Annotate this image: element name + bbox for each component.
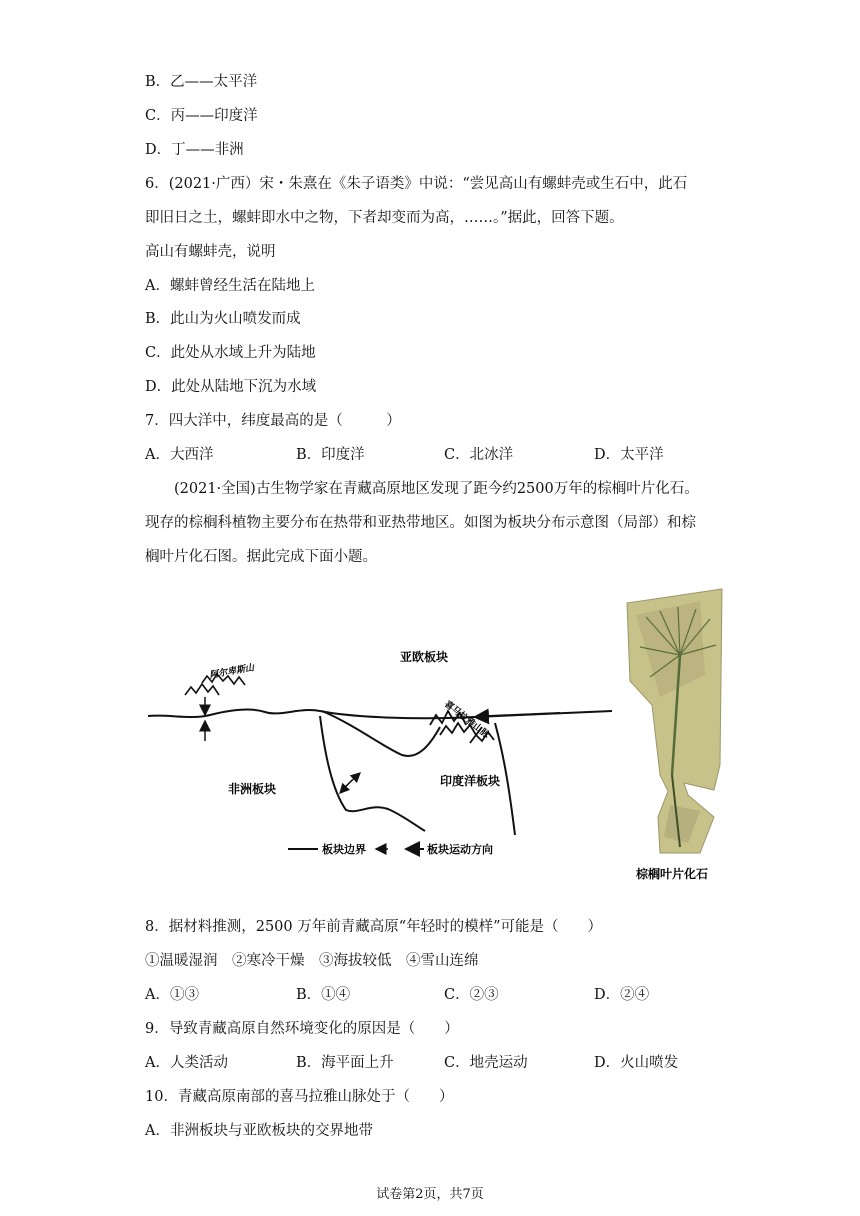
- question-10-option-a: A．非洲板块与亚欧板块的交界地带: [145, 1123, 373, 1139]
- question-9-option-b: B．海平面上升: [296, 1055, 394, 1071]
- question-6-line-1: 6．(2021·广西）宋・朱熹在《朱子语类》中说：“尝见高山有螺蚌壳或生石中，此石: [145, 176, 688, 192]
- question-7: 7．四大洋中，纬度最高的是（ ）: [145, 413, 401, 429]
- question-7-option-d: D．太平洋: [594, 447, 664, 463]
- question-6-option-a: A．螺蚌曾经生活在陆地上: [145, 278, 315, 294]
- question-9: 9．导致青藏高原自然环境变化的原因是（ ）: [145, 1021, 459, 1037]
- legend-motion-label: 板块运动方向: [427, 843, 493, 856]
- option-d-previous: D．丁——非洲: [145, 142, 244, 158]
- question-6-option-d: D．此处从陆地下沉为水域: [145, 379, 317, 395]
- material-line-1: (2021·全国)古生物学家在青藏高原地区发现了距今约2500万年的棕榈叶片化石。: [145, 481, 699, 497]
- question-6-option-c: C．此处从水域上升为陆地: [145, 345, 316, 361]
- question-7-option-c: C．北冰洋: [444, 447, 514, 463]
- alps-label: 阿尔卑斯山: [208, 663, 255, 681]
- fossil-caption: 棕榈叶片化石: [636, 867, 709, 881]
- question-6-stem: 高山有螺蚌壳，说明: [145, 244, 276, 260]
- question-7-option-b: B．印度洋: [296, 447, 365, 463]
- question-8-option-b: B．①④: [296, 987, 351, 1003]
- page-footer: 试卷第2页，共7页: [376, 1187, 484, 1202]
- question-8-option-a: A．①③: [145, 987, 199, 1003]
- plate-boundary-africa-india: [320, 716, 425, 831]
- himalaya-label: 喜马拉雅山脉: [442, 699, 491, 741]
- question-9-option-a: A．人类活动: [145, 1055, 228, 1071]
- question-8-items: ①温暖湿润 ②寒冷干燥 ③海拔较低 ④雪山连绵: [145, 953, 479, 969]
- plate-map-figure: [140, 585, 730, 890]
- question-7-option-a: A．大西洋: [145, 447, 214, 463]
- question-10: 10．青藏高原南部的喜马拉雅山脉处于（ ）: [145, 1089, 454, 1105]
- spreading-arrow-b: [346, 773, 360, 786]
- indian-plate-label: 印度洋板块: [440, 774, 501, 788]
- material-line-2: 现存的棕榈科植物主要分布在热带和亚热带地区。如图为板块分布示意图（局部）和棕: [145, 515, 696, 531]
- option-b-previous: B．乙——太平洋: [145, 74, 258, 90]
- question-9-option-c: C．地壳运动: [444, 1055, 528, 1071]
- question-8: 8．据材料推测，2500 万年前青藏高原“年轻时的模样”可能是（ ）: [145, 919, 603, 935]
- question-8-option-c: C．②③: [444, 987, 499, 1003]
- palm-fossil-photo: [627, 589, 722, 853]
- question-8-option-d: D．②④: [594, 987, 650, 1003]
- question-6-line-2: 即旧日之土，螺蚌即水中之物，下者却变而为高，……。”据此，回答下题。: [145, 210, 624, 226]
- option-c-previous: C．丙——印度洋: [145, 108, 258, 124]
- legend-boundary-label: 板块边界: [322, 843, 366, 856]
- question-6-option-b: B．此山为火山喷发而成: [145, 311, 301, 327]
- question-9-option-d: D．火山喷发: [594, 1055, 679, 1071]
- motion-arrow-india: [475, 711, 612, 717]
- african-plate-label: 非洲板块: [228, 782, 277, 796]
- eurasian-plate-label: 亚欧板块: [400, 650, 449, 664]
- material-line-3: 榈叶片化石图。据此完成下面小题。: [145, 549, 377, 565]
